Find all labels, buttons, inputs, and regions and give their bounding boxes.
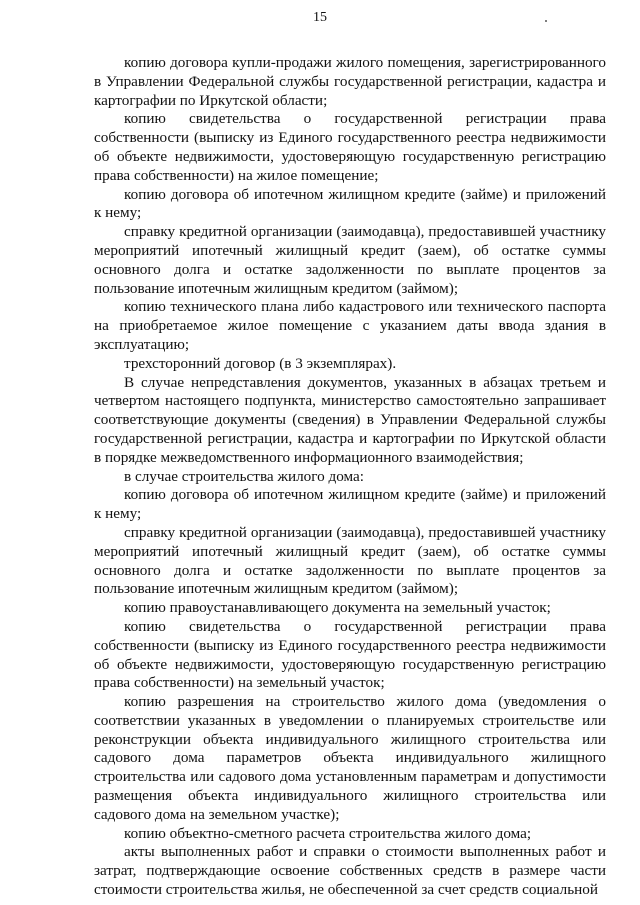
paragraph-work-acts: акты выполненных работ и справки о стоимости выполненных работ и затрат, подтверждающие освоение собственных средств в размере части стоимости строительства жилья, не обеспеченной за счет средств социальной (94, 843, 606, 899)
scan-speck (545, 20, 547, 22)
paragraph-ownership-certificate-dwelling: копию свидетельства о государственной регистрации права собственности (выписку из Единого государственного реестра недвижимости об объекте недвижимости, удостоверяющую государственную регистрацию права собственности) на жилое помещение; (94, 110, 606, 184)
paragraph-land-title-document: копию правоустанавливающего документа на земельный участок; (124, 599, 551, 617)
paragraph-bank-statement-construction: справку кредитной организации (заимодавца), предоставившей участнику мероприятий ипотечный жилищный кредит (заем), об остатке суммы основного долга и остатке задолженности по выплате процентов за пользование ипотечным жилищным кредитом (займом); (94, 523, 606, 598)
paragraph-construction-heading: в случае строительства жилого дома: (124, 467, 364, 485)
paragraph-bank-statement: справку кредитной организации (заимодавца), предоставившей участнику мероприятий ипотечный жилищный кредит (заем), об остатке суммы основного долга и остатке задолженности по выплате процентов за пользование ипотечным жилищным кредитом (займом); (94, 223, 606, 297)
paragraph-mortgage-contract-construction: копию договора об ипотечном жилищном кредите (займе) и приложений к нему; (94, 486, 606, 523)
paragraph-mortgage-contract: копию договора об ипотечном жилищном кредите (займе) и приложений к нему; (94, 185, 606, 222)
page-number: 15 (313, 10, 327, 25)
paragraph-tripartite-agreement: трехсторонний договор (в 3 экземплярах). (124, 354, 397, 372)
paragraph-cost-estimate: копию объектно-сметного расчета строительства жилого дома; (124, 824, 532, 842)
paragraph-interagency-request: В случае непредставления документов, указанных в абзацах третьем и четвертом настоящего подпункта, министерство самостоятельно запрашивает соответствующие документы (сведения) в Управлении Федеральной службы государственной регистрации, кадастра и картографии по Иркутской области в порядке межведомственного информационного взаимодействия; (94, 373, 606, 466)
paragraph-sale-contract: копию договора купли-продажи жилого помещения, зарегистрированного в Управлении Федеральной службы государственной регистрации, кадастра и картографии по Иркутской области; (94, 54, 606, 109)
paragraph-technical-plan: копию технического плана либо кадастрового или технического паспорта на приобретаемое жилое помещение с указанием даты ввода здания в эксплуатацию; (94, 298, 606, 353)
document-body (94, 54, 606, 900)
paragraph-building-permit: копию разрешения на строительство жилого дома (уведомления о соответствии указанных в уведомлении о планируемых строительстве или реконструкции объекта индивидуального жилищного строительства или садового дома параметров объекта индивидуального жилищного строительства или садового дома установленным параметрам и допустимости размещения объекта индивидуального жилищного строительства или садового дома на земельном участке); (94, 693, 606, 823)
paragraph-ownership-certificate-land: копию свидетельства о государственной регистрации права собственности (выписку из Единого государственного реестра недвижимости об объекте недвижимости, удостоверяющую государственную регистрацию права собственности) на земельный участок; (94, 617, 606, 692)
